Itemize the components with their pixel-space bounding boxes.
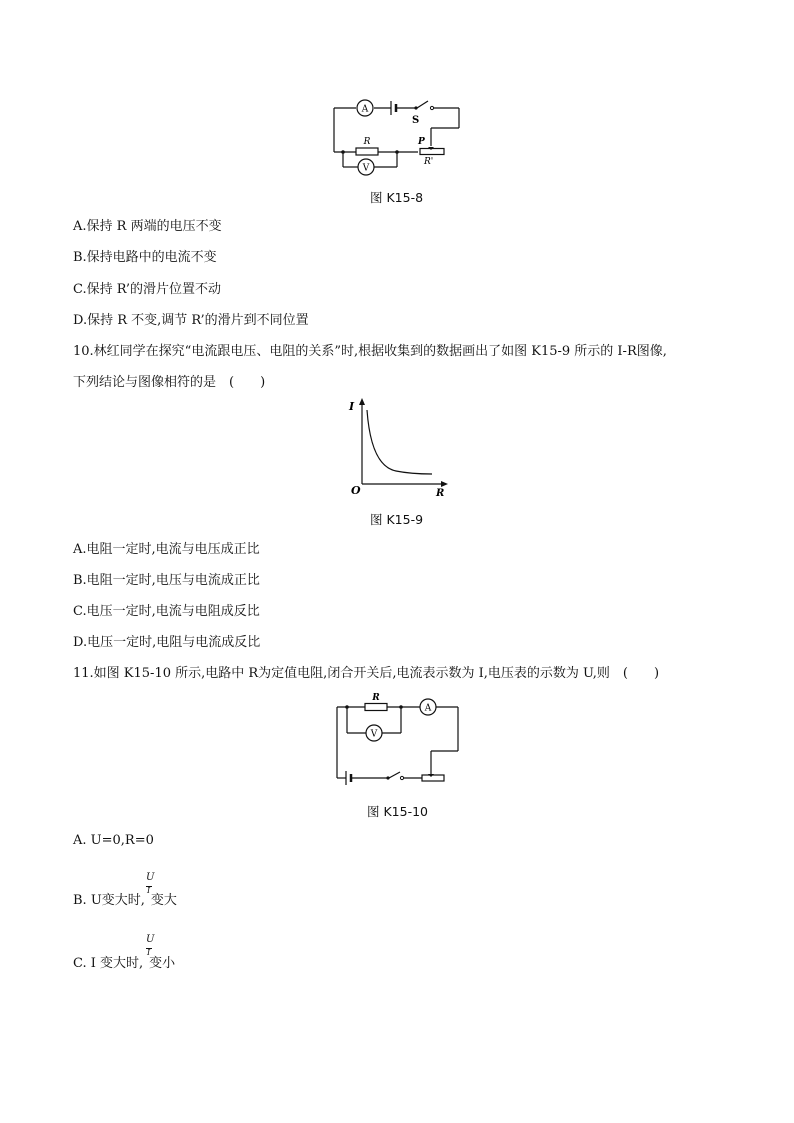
rheostat xyxy=(420,149,444,155)
q9-option-a: A.保持 R 两端的电压不变 xyxy=(73,219,222,234)
rheostat xyxy=(422,775,444,781)
q10-stem-line1: 10.林红同学在探究“电流跟电压、电阻的关系”时,根据收集到的数据画出了如图 K15-9 所示的 I-R图像, xyxy=(73,344,667,359)
q11-c-fraction-denominator: I xyxy=(147,948,151,957)
q11-option-c-prefix: C. I 变大时, xyxy=(73,956,144,971)
q11-option-b xyxy=(73,893,177,909)
figure-caption-k15-8: 图 K15-8 xyxy=(370,190,424,205)
voltmeter-label: V xyxy=(370,729,378,740)
figure-caption-k15-9: 图 K15-9 xyxy=(370,512,424,527)
switch-label: S xyxy=(412,115,420,126)
q9-option-d: D.保持 R 不变,调节 R’的滑片到不同位置 xyxy=(73,313,309,328)
origin-label: O xyxy=(351,484,361,497)
q10-option-d: D.电压一定时,电阻与电流成反比 xyxy=(73,635,261,650)
ammeter-label: A xyxy=(361,104,369,115)
y-axis-label: I xyxy=(349,400,355,413)
q11-stem: 11.如图 K15-10 所示,电路中 R为定值电阻,闭合开关后,电流表示数为 I,电压表的示数为 U,则 ( ) xyxy=(73,666,660,681)
graph-figure-k15-9 xyxy=(346,396,450,500)
q11-option-c xyxy=(73,956,175,972)
rheostat-label: R' xyxy=(424,157,434,167)
ammeter-label: A xyxy=(424,703,432,714)
q10-option-a: A.电阻一定时,电流与电压成正比 xyxy=(73,542,260,557)
q11-option-a: A. U=0,R=0 xyxy=(73,833,154,848)
resistor-label: R xyxy=(372,693,380,703)
q9-option-b: B.保持电路中的电流不变 xyxy=(73,250,217,265)
q10-option-b: B.电阻一定时,电压与电流成正比 xyxy=(73,573,260,588)
resistor-r xyxy=(365,704,387,711)
resistor-r xyxy=(356,148,378,155)
q11-b-fraction-numerator: U xyxy=(146,872,155,883)
slider-label: P xyxy=(418,137,425,147)
q10-option-c: C.电压一定时,电流与电阻成反比 xyxy=(73,604,260,619)
q11-option-b-suffix: 变大 xyxy=(150,893,177,908)
q11-c-fraction-numerator: U xyxy=(146,934,155,945)
circuit-figure-k15-8 xyxy=(328,96,468,176)
q11-b-fraction-denominator: I xyxy=(147,886,151,895)
figure-caption-k15-10: 图 K15-10 xyxy=(367,804,428,819)
inverse-curve xyxy=(367,410,432,474)
q9-option-c: C.保持 R’的滑片位置不动 xyxy=(73,282,221,297)
x-axis-label: R xyxy=(436,488,445,499)
q11-option-c-suffix: 变小 xyxy=(149,956,176,971)
q10-stem-line2: 下列结论与图像相符的是 ( ) xyxy=(73,375,266,390)
voltmeter-label: V xyxy=(362,163,370,174)
circuit-figure-k15-10 xyxy=(330,690,466,788)
q11-option-b-prefix: B. U变大时, xyxy=(73,893,145,908)
resistor-label: R xyxy=(363,137,371,147)
